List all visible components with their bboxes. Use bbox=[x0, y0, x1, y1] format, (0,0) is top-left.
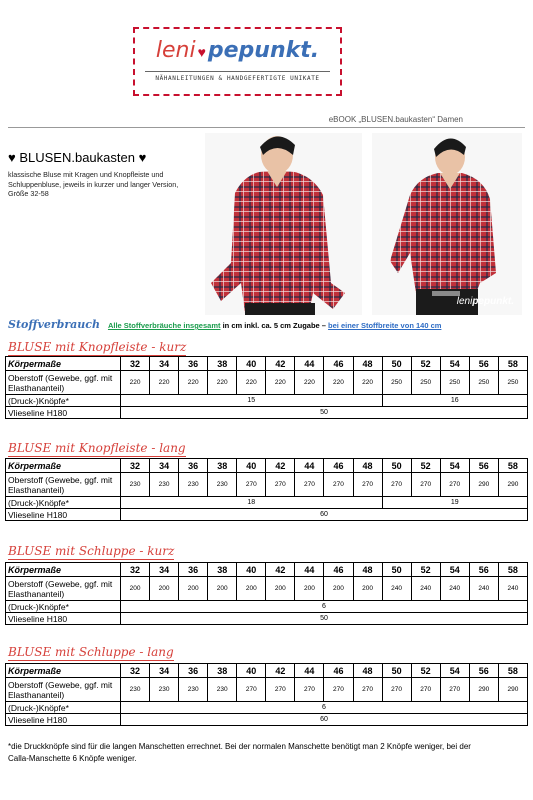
fabric-value-cell: 230 bbox=[208, 678, 237, 702]
size-header-cell: 38 bbox=[208, 563, 237, 577]
size-header-cell: 54 bbox=[440, 664, 469, 678]
size-header-cell: 44 bbox=[295, 357, 324, 371]
size-header-cell: 50 bbox=[382, 563, 411, 577]
row-label-interfacing: Vlieseline H180 bbox=[6, 714, 121, 726]
size-header-cell: 36 bbox=[179, 357, 208, 371]
row-label-buttons: (Druck-)Knöpfe* bbox=[6, 497, 121, 509]
fabric-value-cell: 240 bbox=[469, 577, 498, 601]
fabric-value-cell: 220 bbox=[208, 371, 237, 395]
fabric-value-cell: 240 bbox=[498, 577, 527, 601]
heart-icon: ♥ bbox=[197, 44, 206, 60]
fabric-info-total: Alle Stoffverbräuche insgesamt bbox=[107, 321, 221, 330]
size-header-cell: 34 bbox=[150, 459, 179, 473]
fabric-value-cell: 270 bbox=[324, 473, 353, 497]
size-header-cell: 42 bbox=[266, 459, 295, 473]
fabric-value-cell: 270 bbox=[411, 473, 440, 497]
fabric-value-cell: 250 bbox=[498, 371, 527, 395]
size-header-cell: 52 bbox=[411, 563, 440, 577]
fabric-value-cell: 240 bbox=[440, 577, 469, 601]
row-label-interfacing: Vlieseline H180 bbox=[6, 509, 121, 521]
table-row-buttons bbox=[6, 395, 528, 407]
buttons-value-cell: 6 bbox=[121, 702, 528, 714]
product-title: ♥ BLUSEN.baukasten ♥ bbox=[8, 150, 147, 165]
size-header-cell: 34 bbox=[150, 563, 179, 577]
fabric-info bbox=[8, 318, 441, 331]
size-header-cell: 36 bbox=[179, 563, 208, 577]
size-table bbox=[5, 562, 528, 625]
table-row-interfacing bbox=[6, 407, 528, 419]
fabric-value-cell: 250 bbox=[382, 371, 411, 395]
table-header-row bbox=[6, 563, 528, 577]
size-header-cell: 32 bbox=[121, 563, 150, 577]
size-header-cell: 46 bbox=[324, 664, 353, 678]
fabric-value-cell: 270 bbox=[295, 473, 324, 497]
size-header-cell: 38 bbox=[208, 664, 237, 678]
buttons-value-cell: 18 bbox=[121, 497, 383, 509]
row-label-fabric: Oberstoff (Gewebe, ggf. mit Elasthananteil) bbox=[6, 473, 121, 497]
interfacing-value-cell: 60 bbox=[121, 714, 528, 726]
table-header-row bbox=[6, 664, 528, 678]
ebook-label: eBOOK „BLUSEN.baukasten“ Damen bbox=[328, 115, 463, 124]
fabric-info-width: bei einer Stoffbreite von 140 cm bbox=[328, 321, 442, 330]
size-header-cell: 36 bbox=[179, 459, 208, 473]
size-header-cell: 32 bbox=[121, 664, 150, 678]
size-header-cell: 56 bbox=[469, 664, 498, 678]
size-header-cell: 36 bbox=[179, 664, 208, 678]
fabric-value-cell: 200 bbox=[179, 577, 208, 601]
size-header-cell: 58 bbox=[498, 459, 527, 473]
watermark-right: pepunkt. bbox=[472, 296, 514, 307]
fabric-value-cell: 220 bbox=[295, 371, 324, 395]
size-header-cell: 44 bbox=[295, 563, 324, 577]
fabric-value-cell: 270 bbox=[353, 473, 382, 497]
fabric-value-cell: 240 bbox=[382, 577, 411, 601]
logo-name-right: pepunkt. bbox=[207, 38, 320, 63]
buttons-value-cell: 6 bbox=[121, 601, 528, 613]
size-header-cell: 56 bbox=[469, 357, 498, 371]
buttons-value-cell: 16 bbox=[382, 395, 527, 407]
fabric-value-cell: 230 bbox=[179, 678, 208, 702]
size-header-cell: 56 bbox=[469, 459, 498, 473]
size-header-cell: 42 bbox=[266, 563, 295, 577]
size-header-cell: 54 bbox=[440, 459, 469, 473]
table-row-fabric bbox=[6, 577, 528, 601]
table-row-interfacing bbox=[6, 714, 528, 726]
fabric-value-cell: 200 bbox=[295, 577, 324, 601]
size-header-cell: 40 bbox=[237, 459, 266, 473]
fabric-value-cell: 220 bbox=[324, 371, 353, 395]
row-label-interfacing: Vlieseline H180 bbox=[6, 407, 121, 419]
table-row-interfacing bbox=[6, 509, 528, 521]
section-title: BLUSE mit Knopfleiste - kurz bbox=[8, 340, 187, 354]
interfacing-value-cell: 50 bbox=[121, 613, 528, 625]
size-header-cell: 34 bbox=[150, 664, 179, 678]
logo-tagline: NÄHANLEITUNGEN & HANDGEFERTIGTE UNIKATE bbox=[155, 75, 320, 82]
size-header-cell: 52 bbox=[411, 357, 440, 371]
header-label: Körpermaße bbox=[6, 563, 121, 577]
interfacing-value-cell: 60 bbox=[121, 509, 528, 521]
fabric-value-cell: 200 bbox=[150, 577, 179, 601]
buttons-value-cell: 19 bbox=[382, 497, 527, 509]
size-table bbox=[5, 356, 528, 419]
size-header-cell: 54 bbox=[440, 357, 469, 371]
size-header-cell: 58 bbox=[498, 563, 527, 577]
fabric-heading: Stoffverbrauch bbox=[8, 318, 100, 331]
size-header-cell: 32 bbox=[121, 459, 150, 473]
size-header-cell: 38 bbox=[208, 459, 237, 473]
size-header-cell: 52 bbox=[411, 664, 440, 678]
fabric-value-cell: 270 bbox=[411, 678, 440, 702]
section-title: BLUSE mit Schluppe - lang bbox=[8, 645, 174, 659]
watermark-left: leni bbox=[456, 296, 473, 307]
section-title: BLUSE mit Schluppe - kurz bbox=[8, 544, 175, 558]
size-header-cell: 56 bbox=[469, 563, 498, 577]
fabric-value-cell: 270 bbox=[440, 473, 469, 497]
table-header-row bbox=[6, 357, 528, 371]
fabric-value-cell: 220 bbox=[353, 371, 382, 395]
table-row-buttons bbox=[6, 702, 528, 714]
fabric-value-cell: 270 bbox=[382, 678, 411, 702]
model-photo-front bbox=[205, 133, 362, 315]
fabric-value-cell: 270 bbox=[237, 678, 266, 702]
size-table bbox=[5, 458, 528, 521]
buttons-value-cell: 15 bbox=[121, 395, 383, 407]
interfacing-value-cell: 50 bbox=[121, 407, 528, 419]
row-label-fabric: Oberstoff (Gewebe, ggf. mit Elasthananteil) bbox=[6, 371, 121, 395]
size-header-cell: 46 bbox=[324, 563, 353, 577]
row-label-buttons: (Druck-)Knöpfe* bbox=[6, 601, 121, 613]
size-table bbox=[5, 663, 528, 726]
fabric-value-cell: 220 bbox=[266, 371, 295, 395]
table-row-buttons bbox=[6, 601, 528, 613]
fabric-value-cell: 200 bbox=[324, 577, 353, 601]
fabric-value-cell: 200 bbox=[353, 577, 382, 601]
fabric-value-cell: 270 bbox=[266, 473, 295, 497]
fabric-value-cell: 270 bbox=[237, 473, 266, 497]
row-label-fabric: Oberstoff (Gewebe, ggf. mit Elasthananteil) bbox=[6, 577, 121, 601]
size-header-cell: 38 bbox=[208, 357, 237, 371]
header-label: Körpermaße bbox=[6, 459, 121, 473]
row-label-fabric: Oberstoff (Gewebe, ggf. mit Elasthananteil) bbox=[6, 678, 121, 702]
size-header-cell: 52 bbox=[411, 459, 440, 473]
fabric-value-cell: 200 bbox=[121, 577, 150, 601]
size-header-cell: 44 bbox=[295, 459, 324, 473]
fabric-value-cell: 250 bbox=[411, 371, 440, 395]
fabric-value-cell: 290 bbox=[498, 473, 527, 497]
photo-watermark bbox=[457, 296, 514, 307]
logo-wordmark bbox=[135, 37, 340, 63]
size-header-cell: 48 bbox=[353, 357, 382, 371]
fabric-value-cell: 270 bbox=[324, 678, 353, 702]
fabric-value-cell: 200 bbox=[237, 577, 266, 601]
size-header-cell: 44 bbox=[295, 664, 324, 678]
size-header-cell: 40 bbox=[237, 563, 266, 577]
row-label-buttons: (Druck-)Knöpfe* bbox=[6, 395, 121, 407]
fabric-value-cell: 230 bbox=[121, 473, 150, 497]
row-label-buttons: (Druck-)Knöpfe* bbox=[6, 702, 121, 714]
size-header-cell: 46 bbox=[324, 357, 353, 371]
fabric-value-cell: 250 bbox=[469, 371, 498, 395]
table-row-interfacing bbox=[6, 613, 528, 625]
size-header-cell: 48 bbox=[353, 563, 382, 577]
size-header-cell: 32 bbox=[121, 357, 150, 371]
size-header-cell: 34 bbox=[150, 357, 179, 371]
product-description: klassische Bluse mit Kragen und Knopfleiste und Schluppenbluse, jeweils in kurzer und langer Version, Größe 32-58 bbox=[8, 170, 179, 199]
fabric-value-cell: 220 bbox=[237, 371, 266, 395]
fabric-value-cell: 200 bbox=[266, 577, 295, 601]
row-label-interfacing: Vlieseline H180 bbox=[6, 613, 121, 625]
fabric-value-cell: 220 bbox=[121, 371, 150, 395]
size-header-cell: 58 bbox=[498, 664, 527, 678]
table-header-row bbox=[6, 459, 528, 473]
table-row-buttons bbox=[6, 497, 528, 509]
footnote: *die Druckknöpfe sind für die langen Manschetten errechnet. Bei der normalen Manschette benötigt man 2 Knöpfe weniger, bei der Calla-Manschette 6 Knöpfe weniger. bbox=[8, 742, 471, 763]
fabric-value-cell: 230 bbox=[208, 473, 237, 497]
fabric-value-cell: 220 bbox=[179, 371, 208, 395]
fabric-value-cell: 290 bbox=[469, 678, 498, 702]
header-divider bbox=[8, 127, 525, 128]
fabric-value-cell: 270 bbox=[382, 473, 411, 497]
fabric-value-cell: 250 bbox=[440, 371, 469, 395]
header-label: Körpermaße bbox=[6, 664, 121, 678]
logo-name-left: leni bbox=[155, 38, 196, 63]
fabric-value-cell: 230 bbox=[150, 678, 179, 702]
fabric-value-cell: 230 bbox=[121, 678, 150, 702]
size-header-cell: 50 bbox=[382, 357, 411, 371]
fabric-value-cell: 240 bbox=[411, 577, 440, 601]
fabric-value-cell: 230 bbox=[179, 473, 208, 497]
header-label: Körpermaße bbox=[6, 357, 121, 371]
size-header-cell: 42 bbox=[266, 664, 295, 678]
fabric-info-allowance: in cm inkl. ca. 5 cm Zugabe – bbox=[220, 321, 329, 330]
size-header-cell: 50 bbox=[382, 459, 411, 473]
fabric-value-cell: 270 bbox=[295, 678, 324, 702]
fabric-value-cell: 270 bbox=[266, 678, 295, 702]
fabric-value-cell: 230 bbox=[150, 473, 179, 497]
table-row-fabric bbox=[6, 473, 528, 497]
size-header-cell: 42 bbox=[266, 357, 295, 371]
section-title: BLUSE mit Knopfleiste - lang bbox=[8, 441, 186, 455]
size-header-cell: 48 bbox=[353, 459, 382, 473]
fabric-value-cell: 220 bbox=[150, 371, 179, 395]
size-header-cell: 40 bbox=[237, 664, 266, 678]
size-header-cell: 40 bbox=[237, 357, 266, 371]
size-header-cell: 50 bbox=[382, 664, 411, 678]
logo-divider bbox=[145, 71, 330, 72]
model-photo-side bbox=[372, 133, 522, 315]
size-header-cell: 46 bbox=[324, 459, 353, 473]
fabric-value-cell: 200 bbox=[208, 577, 237, 601]
table-row-fabric bbox=[6, 678, 528, 702]
size-header-cell: 54 bbox=[440, 563, 469, 577]
fabric-value-cell: 270 bbox=[440, 678, 469, 702]
brand-logo bbox=[133, 27, 342, 96]
size-header-cell: 48 bbox=[353, 664, 382, 678]
size-header-cell: 58 bbox=[498, 357, 527, 371]
fabric-value-cell: 270 bbox=[353, 678, 382, 702]
table-row-fabric bbox=[6, 371, 528, 395]
fabric-value-cell: 290 bbox=[498, 678, 527, 702]
fabric-value-cell: 290 bbox=[469, 473, 498, 497]
